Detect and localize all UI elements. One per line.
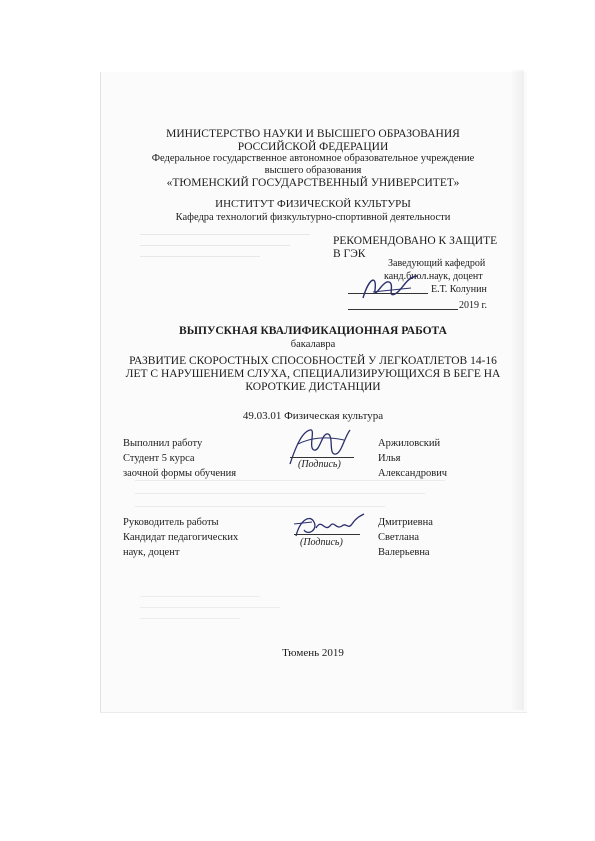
head-degree: канд.биол.наук, доцент bbox=[384, 271, 483, 282]
topic-line-2: ЛЕТ С НАРУШЕНИЕМ СЛУХА, СПЕЦИАЛИЗИРУЮЩИХСЯ В БЕГЕ НА bbox=[125, 368, 501, 380]
author-patronymic: Александрович bbox=[378, 468, 448, 479]
author-signature-caption: (Подпись) bbox=[298, 459, 341, 470]
institution-header bbox=[100, 153, 526, 190]
author-labels bbox=[123, 436, 236, 481]
supervisor-signature-line bbox=[294, 534, 360, 535]
head-signature-image bbox=[355, 268, 425, 308]
bleed-through-text bbox=[140, 590, 300, 630]
recommended-line-2: В ГЭК bbox=[333, 248, 366, 260]
ministry-header bbox=[100, 128, 526, 154]
topic-line-1: РАЗВИТИЕ СКОРОСТНЫХ СПОСОБНОСТЕЙ У ЛЕГКОАТЛЕТОВ 14-16 bbox=[129, 355, 497, 367]
author-name bbox=[378, 436, 447, 481]
head-name: Е.Т. Колунин bbox=[431, 284, 487, 295]
city-year: Тюмень 2019 bbox=[282, 647, 344, 659]
institute-name: ИНСТИТУТ ФИЗИЧЕСКОЙ КУЛЬТУРЫ bbox=[215, 198, 411, 210]
author-label-3: заочной формы обучения bbox=[123, 468, 237, 479]
supervisor-label-3: наук, доцент bbox=[123, 547, 180, 558]
supervisor-name bbox=[378, 515, 433, 560]
author-label-1: Выполнил работу bbox=[123, 438, 203, 449]
specialty-code: 49.03.01 Физическая культура bbox=[242, 410, 384, 422]
institute-header bbox=[100, 198, 526, 224]
author-label-2: Студент 5 курса bbox=[123, 453, 195, 464]
supervisor-patronymic: Валерьевна bbox=[378, 547, 430, 558]
supervisor-first-name: Светлана bbox=[378, 532, 420, 543]
university-name: «ТЮМЕНСКИЙ ГОСУДАРСТВЕННЫЙ УНИВЕРСИТЕТ» bbox=[166, 177, 460, 189]
date-line bbox=[348, 309, 458, 310]
supervisor-signature-caption: (Подпись) bbox=[300, 537, 343, 548]
department-name: Кафедра технологий физкультурно-спортивной деятельности bbox=[175, 212, 451, 223]
author-signature-line bbox=[290, 457, 354, 458]
recommended-line-1: РЕКОМЕНДОВАНО К ЗАЩИТЕ bbox=[333, 235, 498, 247]
head-title: Заведующий кафедрой bbox=[388, 258, 486, 269]
work-level: бакалавра bbox=[290, 339, 336, 350]
work-title bbox=[100, 325, 526, 351]
author-first-name: Илья bbox=[378, 453, 401, 464]
ministry-line-1: МИНИСТЕРСТВО НАУКИ И ВЫСШЕГО ОБРАЗОВАНИЯ bbox=[166, 128, 460, 140]
work-type: ВЫПУСКНАЯ КВАЛИФИКАЦИОННАЯ РАБОТА bbox=[179, 325, 447, 337]
supervisor-surname: Дмитриевна bbox=[378, 517, 433, 528]
topic-line-3: КОРОТКИЕ ДИСТАНЦИИ bbox=[245, 381, 381, 393]
federal-line-2: высшего образования bbox=[264, 165, 362, 176]
thesis-topic bbox=[100, 355, 526, 394]
bleed-through-text bbox=[140, 228, 330, 268]
supervisor-labels bbox=[123, 515, 238, 560]
approval-year: 2019 г. bbox=[459, 300, 487, 311]
supervisor-label-1: Руководитель работы bbox=[123, 517, 219, 528]
supervisor-label-2: Кандидат педагогических bbox=[123, 532, 239, 543]
ministry-line-2: РОССИЙСКОЙ ФЕДЕРАЦИИ bbox=[237, 141, 389, 153]
author-surname: Аржиловский bbox=[378, 438, 441, 449]
federal-line-1: Федеральное государственное автономное образовательное учреждение bbox=[151, 153, 475, 164]
